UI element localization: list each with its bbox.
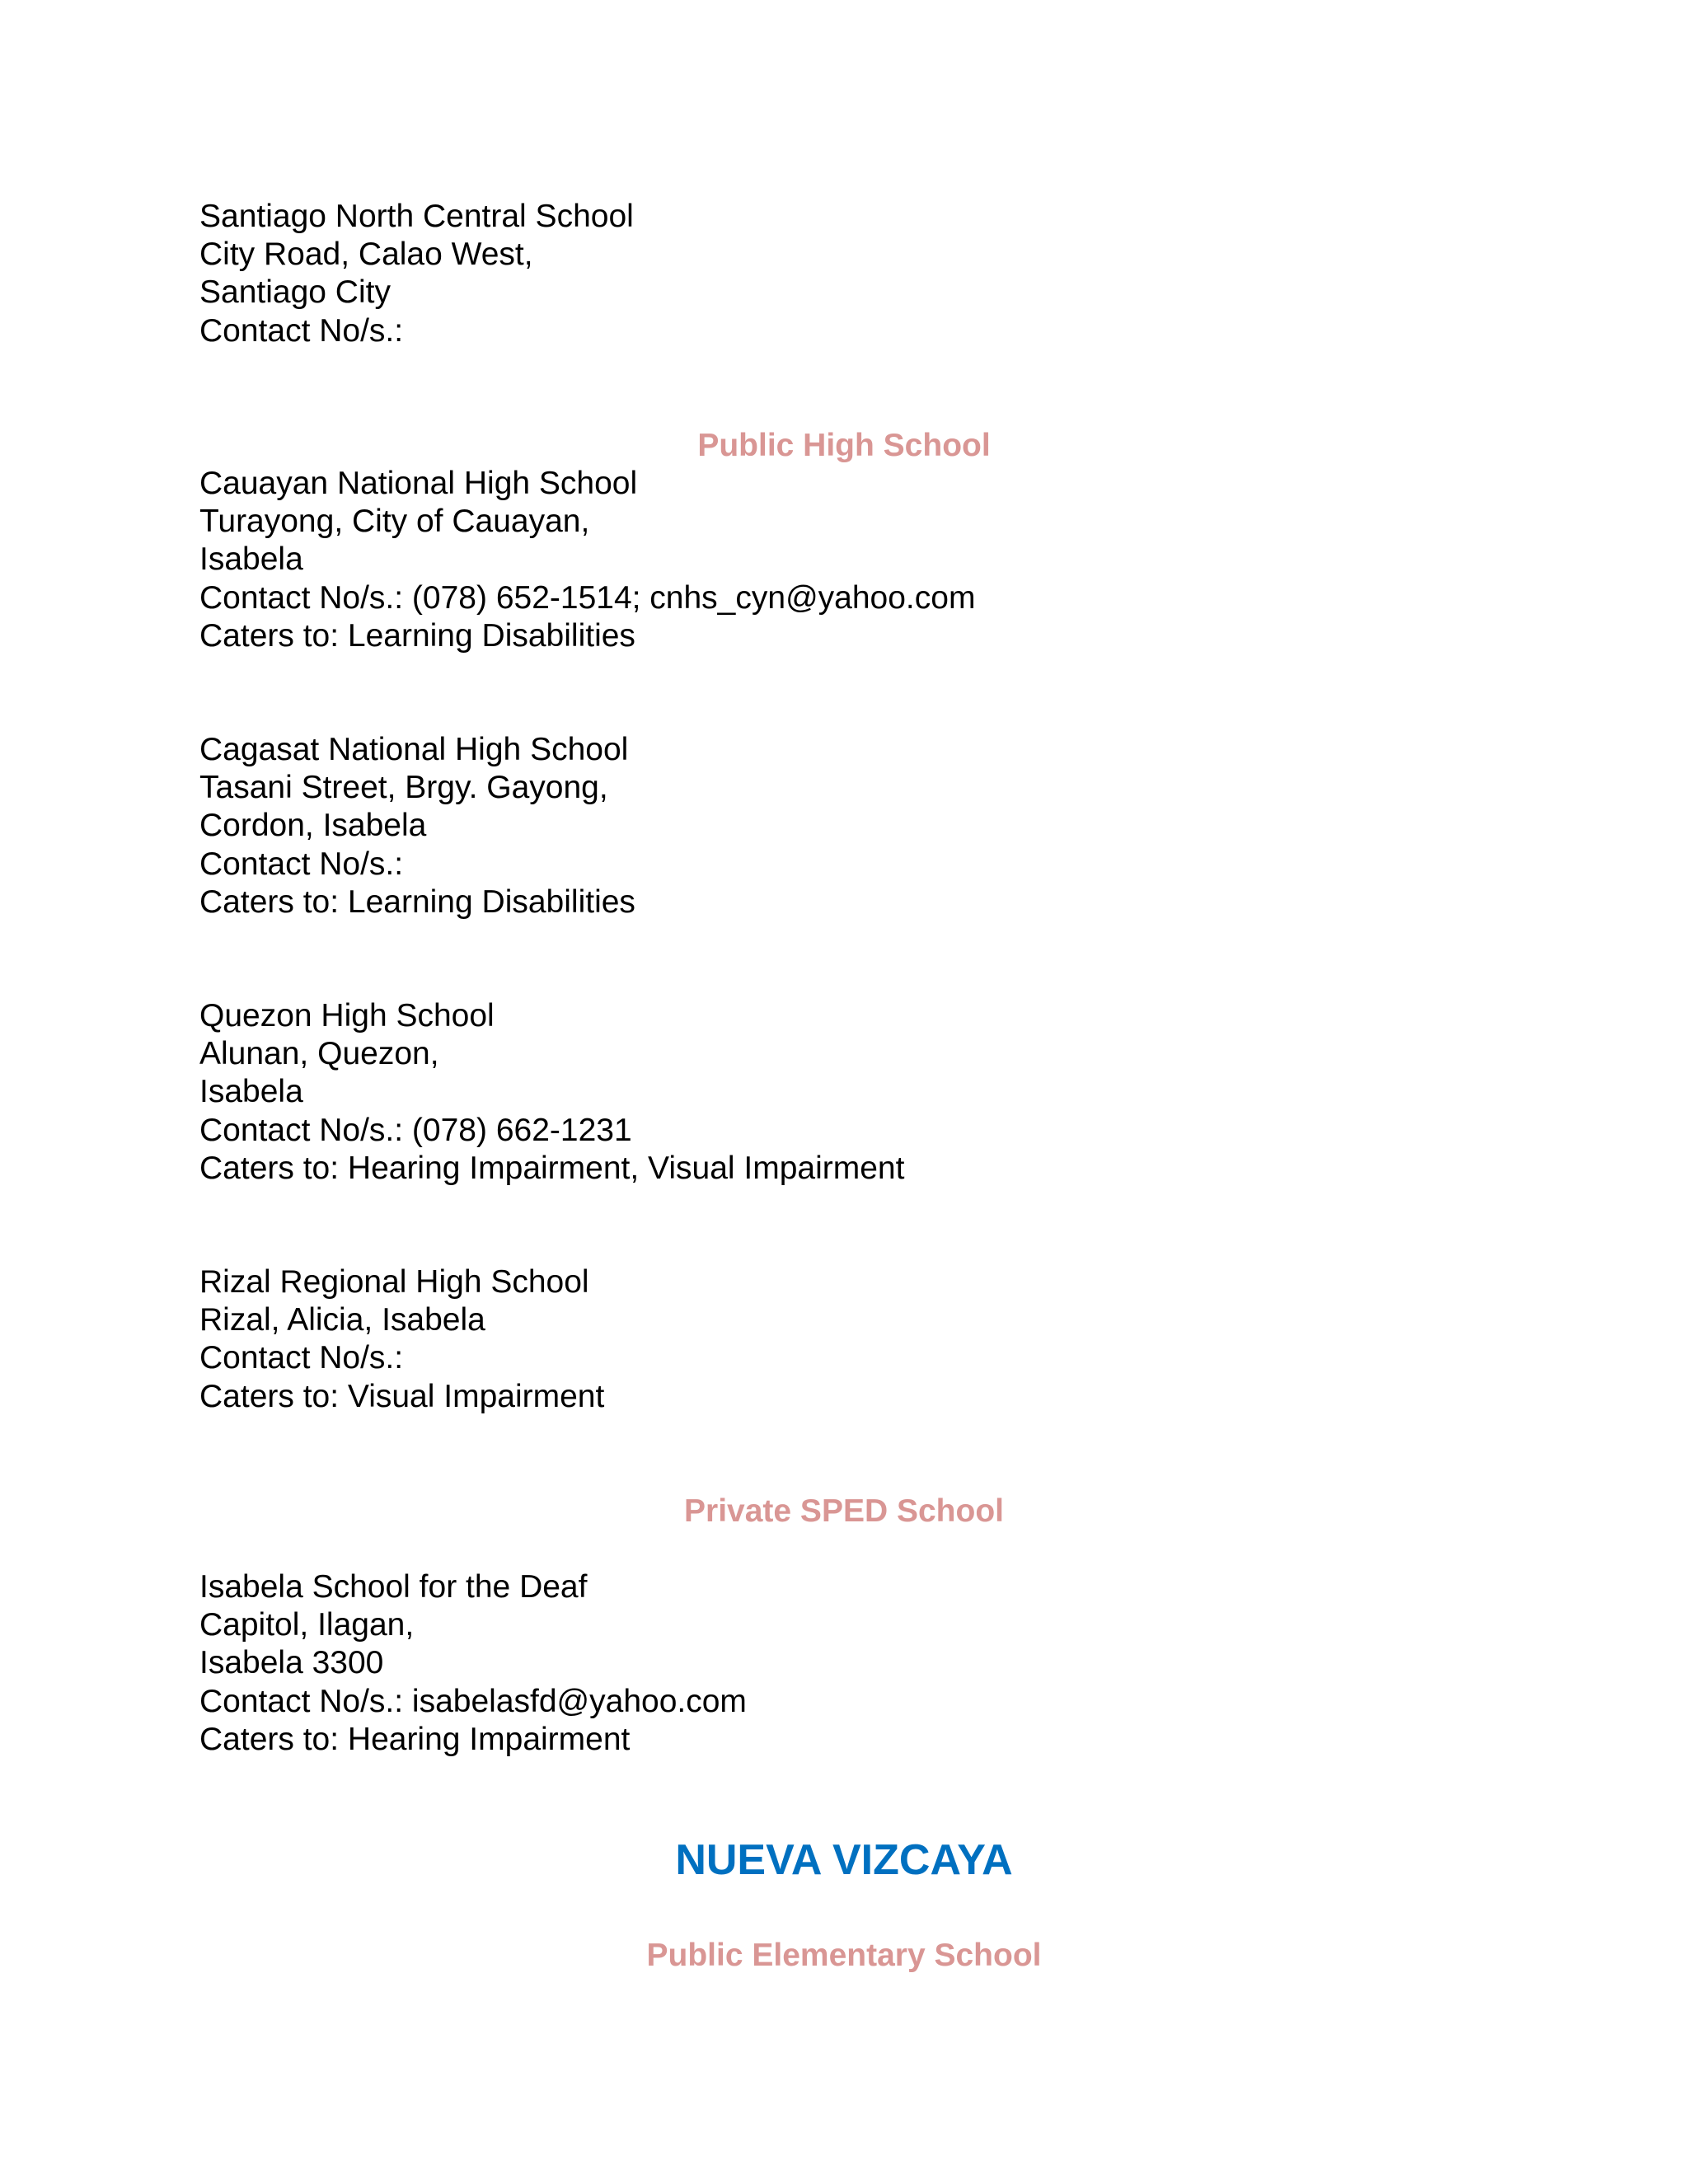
school-address-line: City Road, Calao West, [199, 237, 533, 273]
school-address-line: Alunan, Quezon, [199, 1036, 439, 1072]
school-entry-rizal-regional-hs [199, 1263, 604, 1416]
section-heading-private-sped-school: Private SPED School [684, 1493, 1004, 1529]
school-name: Cagasat National High School [199, 732, 629, 767]
school-caters-to: Caters to: Hearing Impairment, Visual Impairment [199, 1150, 905, 1186]
school-contact: Contact No/s.: (078) 652-1514; cnhs_cyn@yahoo.com [199, 579, 976, 616]
school-address-line: Isabela [199, 1074, 303, 1110]
school-entry-quezon-hs [199, 997, 904, 1188]
school-contact: Contact No/s.: [199, 846, 404, 882]
school-caters-to: Caters to: Learning Disabilities [199, 883, 635, 920]
school-caters-to: Caters to: Hearing Impairment [199, 1721, 631, 1757]
school-caters-to: Caters to: Visual Impairment [199, 1378, 605, 1414]
school-contact: Contact No/s.: (078) 662-1231 [199, 1112, 632, 1148]
school-name: Santiago North Central School [199, 199, 634, 234]
school-entry-cagasat-nhs [199, 731, 635, 921]
school-contact: Contact No/s.: isabelasfd@yahoo.com [199, 1683, 747, 1719]
school-address-line: Isabela 3300 [199, 1645, 384, 1681]
school-address-line: Capitol, Ilagan, [199, 1607, 415, 1643]
school-address-line: Isabela [199, 541, 303, 578]
section-heading-public-elementary-school: Public Elementary School [646, 1938, 1042, 1973]
school-address-line: Santiago City [199, 274, 391, 311]
school-name: Quezon High School [199, 998, 495, 1033]
school-name: Cauayan National High School [199, 466, 638, 501]
school-name: Rizal Regional High School [199, 1264, 589, 1300]
school-caters-to: Caters to: Learning Disabilities [199, 617, 635, 654]
section-heading-public-high-school: Public High School [697, 428, 991, 463]
region-heading-nueva-vizcaya: NUEVA VIZCAYA [675, 1836, 1013, 1884]
school-contact: Contact No/s.: [199, 1340, 404, 1376]
school-entry-santiago-north-central [199, 198, 634, 350]
school-address-line: Cordon, Isabela [199, 808, 427, 844]
school-entry-isabela-school-for-the-deaf [199, 1568, 747, 1759]
school-name: Isabela School for the Deaf [199, 1569, 588, 1605]
school-contact: Contact No/s.: [199, 312, 404, 349]
school-address-line: Rizal, Alicia, Isabela [199, 1302, 485, 1338]
school-entry-cauayan-nhs [199, 465, 975, 655]
school-address-line: Turayong, City of Cauayan, [199, 504, 590, 540]
school-address-line: Tasani Street, Brgy. Gayong, [199, 770, 608, 806]
